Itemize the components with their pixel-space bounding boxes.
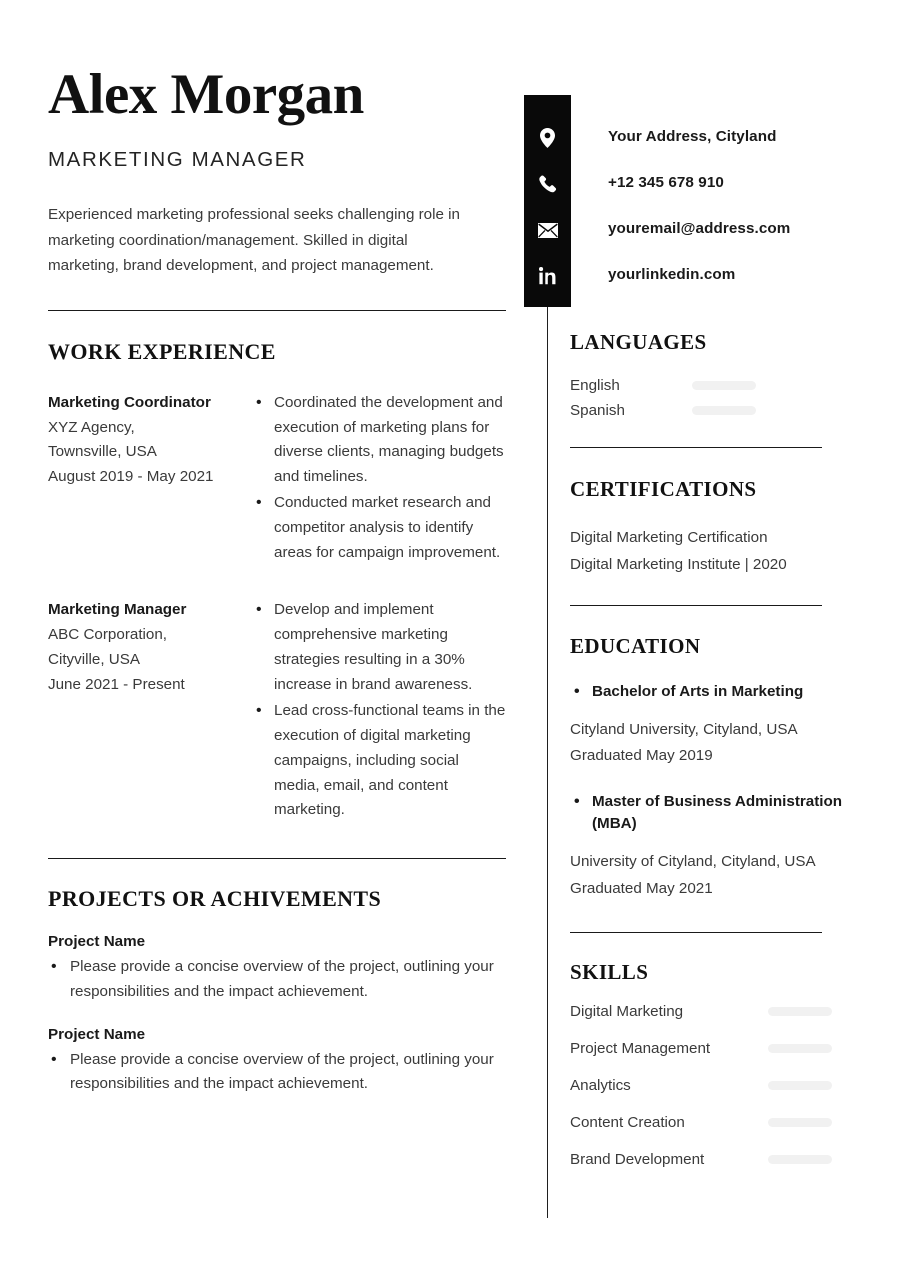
education-graduated: Graduated May 2019	[570, 747, 713, 765]
education-degree: • Master of Business Administration (MBA)	[570, 791, 870, 835]
languages-list	[570, 377, 870, 419]
skill-level-bar	[768, 1155, 832, 1164]
section-heading-certifications: CERTIFICATIONS	[570, 477, 757, 501]
divider-above-projects	[48, 858, 506, 859]
work-entry-bullet: • Coordinated the development and execution of marketing plans for diverse clients, managing budgets and timelines.	[254, 391, 508, 491]
project-entry	[48, 933, 508, 1004]
project-entry	[48, 1026, 508, 1097]
language-label: Spanish	[570, 402, 625, 419]
skill-row	[570, 1040, 870, 1057]
section-heading-skills: SKILLS	[570, 959, 649, 984]
contact-linkedin: yourlinkedin.com	[608, 265, 736, 283]
right-column	[570, 330, 870, 1188]
column-divider	[547, 307, 548, 1218]
education-entry	[570, 681, 870, 769]
education-details	[570, 717, 870, 769]
skill-label: Digital Marketing	[570, 1002, 684, 1020]
contact-address: Your Address, Cityland	[608, 127, 777, 145]
work-entry-bullets	[254, 598, 508, 824]
skill-row	[570, 1114, 870, 1131]
skill-row	[570, 1077, 870, 1094]
work-experience-entry	[48, 391, 508, 567]
phone-icon	[539, 161, 557, 207]
project-bullet: • Please provide a concise overview of the project, outlining your responsibilities and the impact achievement.	[48, 955, 508, 1004]
language-row	[570, 402, 870, 419]
project-bullets	[48, 955, 508, 1004]
work-experience-entry	[48, 598, 508, 824]
contact-details-list	[608, 95, 888, 297]
skill-row	[570, 1003, 870, 1020]
skill-level-bar	[768, 1081, 832, 1090]
language-level-bar	[692, 381, 756, 390]
contact-phone: +12 345 678 910	[608, 173, 724, 191]
divider-below-languages	[570, 447, 822, 448]
skill-row	[570, 1151, 870, 1168]
contact-email: youremail@address.com	[608, 219, 791, 237]
skill-level-bar	[768, 1118, 832, 1127]
education-school: Cityland University, Cityland, USA	[570, 721, 798, 739]
certification-name: Digital Marketing Certification	[570, 529, 768, 546]
work-entry-role: Marketing Coordinator	[48, 393, 211, 411]
work-entry-bullet: • Lead cross-functional teams in the execution of digital marketing campaigns, including social media, email, and content marketing.	[254, 699, 508, 824]
education-details	[570, 849, 870, 901]
section-heading-projects: PROJECTS OR ACHIVEMENTS	[48, 886, 382, 912]
work-entry-role: Marketing Manager	[48, 601, 187, 619]
language-level-bar	[692, 406, 756, 415]
skill-label: Project Management	[570, 1039, 711, 1057]
section-heading-work-experience: WORK EXPERIENCE	[48, 338, 276, 364]
project-name: Project Name	[48, 933, 146, 951]
contact-icon-bar	[524, 95, 571, 307]
language-row	[570, 377, 870, 394]
project-name: Project Name	[48, 1025, 146, 1043]
work-entry-bullet: • Develop and implement comprehensive marketing strategies resulting in a 30% increase in brand awareness.	[254, 598, 508, 698]
work-entry-bullet: • Conducted market research and competitor analysis to identify areas for campaign improvement.	[254, 491, 508, 566]
divider-below-certifications	[570, 605, 822, 606]
job-title-subtitle: MARKETING MANAGER	[48, 148, 307, 171]
work-entry-bullets	[254, 391, 508, 567]
project-bullet: • Please provide a concise overview of the project, outlining your responsibilities and the impact achievement.	[48, 1048, 508, 1097]
project-bullets	[48, 1048, 508, 1097]
work-entry-location: Cityville, USA	[48, 650, 140, 668]
linkedin-icon	[539, 253, 557, 299]
language-label: English	[570, 377, 620, 394]
certification-issuer: Digital Marketing Institute | 2020	[570, 556, 787, 574]
skill-level-bar	[768, 1007, 832, 1016]
education-entry	[570, 791, 870, 901]
education-degree: • Bachelor of Arts in Marketing	[570, 681, 870, 703]
skill-label: Analytics	[570, 1076, 631, 1094]
education-school: University of Cityland, Cityland, USA	[570, 853, 816, 871]
page-title: Alex Morgan	[48, 63, 364, 126]
certification-entry	[570, 524, 870, 578]
left-column	[48, 0, 508, 1097]
work-entry-dates: June 2021 - Present	[48, 675, 185, 693]
section-heading-languages: LANGUAGES	[570, 330, 707, 354]
education-graduated: Graduated May 2021	[570, 879, 713, 897]
work-entry-meta	[48, 598, 254, 824]
work-entry-location: Townsville, USA	[48, 443, 157, 461]
skill-level-bar	[768, 1044, 832, 1053]
work-entry-company: XYZ Agency,	[48, 418, 135, 436]
location-pin-icon	[539, 115, 556, 161]
skills-list	[570, 1003, 870, 1168]
divider-above-work-experience	[48, 310, 506, 311]
work-entry-company: ABC Corporation,	[48, 625, 168, 643]
envelope-icon	[538, 207, 558, 253]
work-entry-meta	[48, 391, 254, 567]
section-heading-education: EDUCATION	[570, 634, 701, 659]
divider-below-education	[570, 932, 822, 933]
skill-label: Content Creation	[570, 1113, 685, 1131]
skill-label: Brand Development	[570, 1150, 705, 1168]
work-entry-dates: August 2019 - May 2021	[48, 468, 214, 486]
professional-summary: Experienced marketing professional seeks challenging role in marketing coordination/management. Skilled in digital marketing, brand development, and project management.	[48, 206, 460, 275]
